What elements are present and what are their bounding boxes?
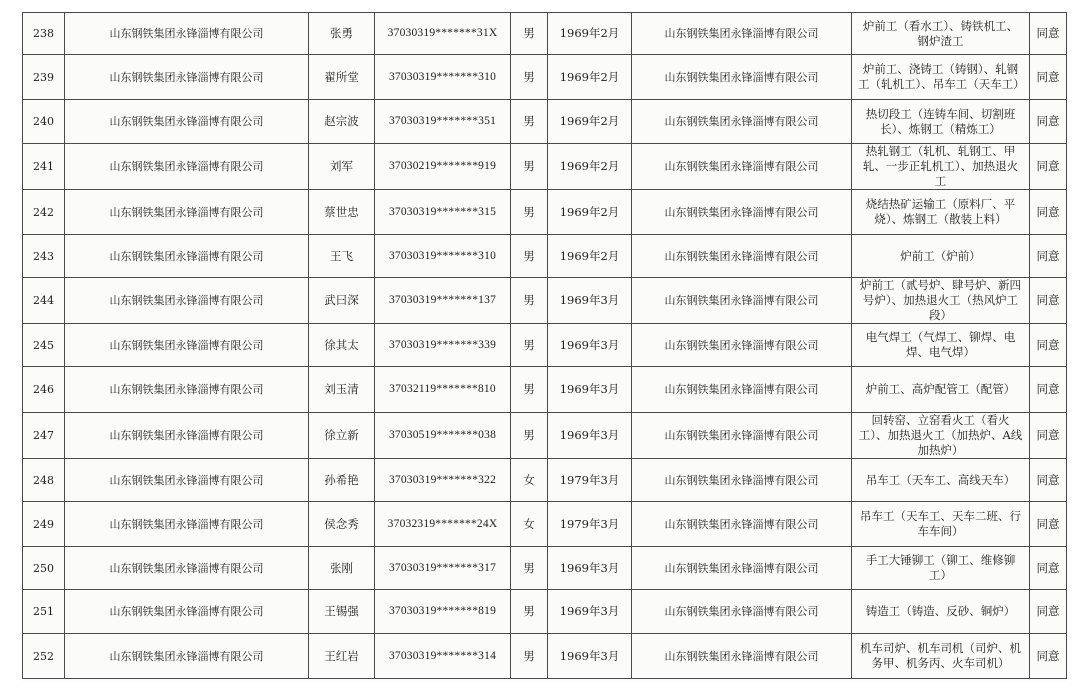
company-cell: 山东钢铁集团永锋淄博有限公司 xyxy=(65,413,309,459)
person-name: 徐立新 xyxy=(309,413,375,459)
employer-cell: 山东钢铁集团永锋淄博有限公司 xyxy=(632,324,852,367)
birth-date: 1969年3月 xyxy=(548,413,632,459)
id-number: 37030319*******310 xyxy=(375,235,511,278)
job-type: 热切段工（连铸车间、切割班长）、炼钢工（精炼工） xyxy=(852,100,1030,144)
id-number: 37030319*******339 xyxy=(375,324,511,367)
id-number: 37030319*******317 xyxy=(375,547,511,590)
company-cell: 山东钢铁集团永锋淄博有限公司 xyxy=(65,13,309,55)
job-type: 炉前工（炉前） xyxy=(852,235,1030,278)
row-number: 245 xyxy=(23,324,65,367)
table-row xyxy=(23,502,1067,547)
row-number: 246 xyxy=(23,367,65,413)
row-number: 241 xyxy=(23,144,65,190)
company-cell: 山东钢铁集团永锋淄博有限公司 xyxy=(65,634,309,679)
job-type: 炉前工（贰号炉、肆号炉、新四号炉）、加热退火工（热风炉工段） xyxy=(852,278,1030,324)
row-number: 251 xyxy=(23,590,65,634)
gender: 男 xyxy=(511,634,548,679)
table-row xyxy=(23,278,1067,324)
person-name: 张勇 xyxy=(309,13,375,55)
approval-result: 同意 xyxy=(1030,278,1067,324)
birth-date: 1979年3月 xyxy=(548,459,632,502)
birth-date: 1969年2月 xyxy=(548,13,632,55)
approval-result: 同意 xyxy=(1030,459,1067,502)
employer-cell: 山东钢铁集团永锋淄博有限公司 xyxy=(632,13,852,55)
employer-cell: 山东钢铁集团永锋淄博有限公司 xyxy=(632,190,852,235)
approval-result: 同意 xyxy=(1030,590,1067,634)
company-cell: 山东钢铁集团永锋淄博有限公司 xyxy=(65,144,309,190)
approval-result: 同意 xyxy=(1030,144,1067,190)
gender: 男 xyxy=(511,278,548,324)
id-number: 37030319*******351 xyxy=(375,100,511,144)
id-number: 37030319*******137 xyxy=(375,278,511,324)
job-type: 机车司炉、机车司机（司炉、机务甲、机务丙、火车司机） xyxy=(852,634,1030,679)
birth-date: 1969年3月 xyxy=(548,634,632,679)
person-name: 蔡世忠 xyxy=(309,190,375,235)
company-cell: 山东钢铁集团永锋淄博有限公司 xyxy=(65,367,309,413)
id-number: 37032319*******24X xyxy=(375,502,511,547)
gender: 男 xyxy=(511,13,548,55)
person-name: 徐其太 xyxy=(309,324,375,367)
employer-cell: 山东钢铁集团永锋淄博有限公司 xyxy=(632,413,852,459)
id-number: 37030319*******315 xyxy=(375,190,511,235)
company-cell: 山东钢铁集团永锋淄博有限公司 xyxy=(65,547,309,590)
birth-date: 1969年2月 xyxy=(548,235,632,278)
approval-result: 同意 xyxy=(1030,190,1067,235)
employer-cell: 山东钢铁集团永锋淄博有限公司 xyxy=(632,367,852,413)
company-cell: 山东钢铁集团永锋淄博有限公司 xyxy=(65,55,309,100)
employer-cell: 山东钢铁集团永锋淄博有限公司 xyxy=(632,55,852,100)
row-number: 247 xyxy=(23,413,65,459)
person-name: 王飞 xyxy=(309,235,375,278)
gender: 女 xyxy=(511,459,548,502)
person-name: 刘军 xyxy=(309,144,375,190)
person-name: 翟所堂 xyxy=(309,55,375,100)
table-row xyxy=(23,590,1067,634)
employer-cell: 山东钢铁集团永锋淄博有限公司 xyxy=(632,278,852,324)
company-cell: 山东钢铁集团永锋淄博有限公司 xyxy=(65,100,309,144)
row-number: 242 xyxy=(23,190,65,235)
job-type: 热轧钢工（轧机、轧钢工、甲轧、一步正轧机工）、加热退火工 xyxy=(852,144,1030,190)
job-type: 铸造工（铸造、反砂、铜炉） xyxy=(852,590,1030,634)
person-name: 张刚 xyxy=(309,547,375,590)
job-type: 炉前工（看水工）、铸铁机工、钢炉渣工 xyxy=(852,13,1030,55)
id-number: 37030319*******31X xyxy=(375,13,511,55)
row-number: 243 xyxy=(23,235,65,278)
company-cell: 山东钢铁集团永锋淄博有限公司 xyxy=(65,190,309,235)
job-type: 手工大锤铆工（铆工、维修铆工） xyxy=(852,547,1030,590)
birth-date: 1969年2月 xyxy=(548,190,632,235)
table-row xyxy=(23,190,1067,235)
id-number: 37030319*******322 xyxy=(375,459,511,502)
gender: 男 xyxy=(511,590,548,634)
gender: 男 xyxy=(511,235,548,278)
row-number: 249 xyxy=(23,502,65,547)
company-cell: 山东钢铁集团永锋淄博有限公司 xyxy=(65,235,309,278)
gender: 男 xyxy=(511,547,548,590)
approval-result: 同意 xyxy=(1030,502,1067,547)
table-row xyxy=(23,144,1067,190)
employer-cell: 山东钢铁集团永锋淄博有限公司 xyxy=(632,459,852,502)
gender: 男 xyxy=(511,100,548,144)
job-type: 炉前工、高炉配管工（配管） xyxy=(852,367,1030,413)
row-number: 239 xyxy=(23,55,65,100)
approval-result: 同意 xyxy=(1030,547,1067,590)
birth-date: 1969年3月 xyxy=(548,590,632,634)
id-number: 37030319*******819 xyxy=(375,590,511,634)
job-type: 回转窑、立窑看火工（看火工）、加热退火工（加热炉、A线加热炉） xyxy=(852,413,1030,459)
employer-cell: 山东钢铁集团永锋淄博有限公司 xyxy=(632,590,852,634)
gender: 男 xyxy=(511,413,548,459)
id-number: 37030519*******038 xyxy=(375,413,511,459)
employer-cell: 山东钢铁集团永锋淄博有限公司 xyxy=(632,502,852,547)
employer-cell: 山东钢铁集团永锋淄博有限公司 xyxy=(632,144,852,190)
gender: 男 xyxy=(511,324,548,367)
company-cell: 山东钢铁集团永锋淄博有限公司 xyxy=(65,502,309,547)
id-number: 37030319*******314 xyxy=(375,634,511,679)
approval-result: 同意 xyxy=(1030,235,1067,278)
birth-date: 1969年2月 xyxy=(548,55,632,100)
row-number: 238 xyxy=(23,13,65,55)
approval-table xyxy=(22,12,1067,679)
birth-date: 1979年3月 xyxy=(548,502,632,547)
table-row xyxy=(23,324,1067,367)
row-number: 244 xyxy=(23,278,65,324)
row-number: 252 xyxy=(23,634,65,679)
table-row xyxy=(23,55,1067,100)
employer-cell: 山东钢铁集团永锋淄博有限公司 xyxy=(632,235,852,278)
job-type: 吊车工（天车工、高线天车） xyxy=(852,459,1030,502)
row-number: 248 xyxy=(23,459,65,502)
person-name: 王锡强 xyxy=(309,590,375,634)
approval-result: 同意 xyxy=(1030,100,1067,144)
employer-cell: 山东钢铁集团永锋淄博有限公司 xyxy=(632,100,852,144)
table-row xyxy=(23,459,1067,502)
table-row xyxy=(23,235,1067,278)
row-number: 240 xyxy=(23,100,65,144)
birth-date: 1969年2月 xyxy=(548,144,632,190)
company-cell: 山东钢铁集团永锋淄博有限公司 xyxy=(65,590,309,634)
document-page xyxy=(22,12,1066,682)
approval-result: 同意 xyxy=(1030,413,1067,459)
company-cell: 山东钢铁集团永锋淄博有限公司 xyxy=(65,278,309,324)
table-row xyxy=(23,13,1067,55)
gender: 男 xyxy=(511,144,548,190)
company-cell: 山东钢铁集团永锋淄博有限公司 xyxy=(65,324,309,367)
approval-result: 同意 xyxy=(1030,367,1067,413)
job-type: 炉前工、浇铸工（铸钢）、轧钢工（轧机工）、吊车工（天车工） xyxy=(852,55,1030,100)
person-name: 武曰深 xyxy=(309,278,375,324)
table-row xyxy=(23,634,1067,679)
gender: 男 xyxy=(511,190,548,235)
id-number: 37030219*******919 xyxy=(375,144,511,190)
job-type: 吊车工（天车工、天车二班、行车车间） xyxy=(852,502,1030,547)
birth-date: 1969年2月 xyxy=(548,100,632,144)
company-cell: 山东钢铁集团永锋淄博有限公司 xyxy=(65,459,309,502)
employer-cell: 山东钢铁集团永锋淄博有限公司 xyxy=(632,634,852,679)
birth-date: 1969年3月 xyxy=(548,367,632,413)
birth-date: 1969年3月 xyxy=(548,547,632,590)
row-number: 250 xyxy=(23,547,65,590)
person-name: 王红岩 xyxy=(309,634,375,679)
approval-result: 同意 xyxy=(1030,634,1067,679)
gender: 女 xyxy=(511,502,548,547)
table-row xyxy=(23,100,1067,144)
gender: 男 xyxy=(511,55,548,100)
person-name: 侯念秀 xyxy=(309,502,375,547)
approval-result: 同意 xyxy=(1030,13,1067,55)
birth-date: 1969年3月 xyxy=(548,324,632,367)
person-name: 刘玉清 xyxy=(309,367,375,413)
job-type: 烧结热矿运输工（原料厂、平烧）、炼钢工（散装上料） xyxy=(852,190,1030,235)
person-name: 孙希艳 xyxy=(309,459,375,502)
employer-cell: 山东钢铁集团永锋淄博有限公司 xyxy=(632,547,852,590)
birth-date: 1969年3月 xyxy=(548,278,632,324)
gender: 男 xyxy=(511,367,548,413)
approval-result: 同意 xyxy=(1030,55,1067,100)
id-number: 37032119*******810 xyxy=(375,367,511,413)
id-number: 37030319*******310 xyxy=(375,55,511,100)
table-row xyxy=(23,413,1067,459)
job-type: 电气焊工（气焊工、铆焊、电焊、电气焊） xyxy=(852,324,1030,367)
table-row xyxy=(23,547,1067,590)
approval-result: 同意 xyxy=(1030,324,1067,367)
person-name: 赵宗波 xyxy=(309,100,375,144)
table-row xyxy=(23,367,1067,413)
